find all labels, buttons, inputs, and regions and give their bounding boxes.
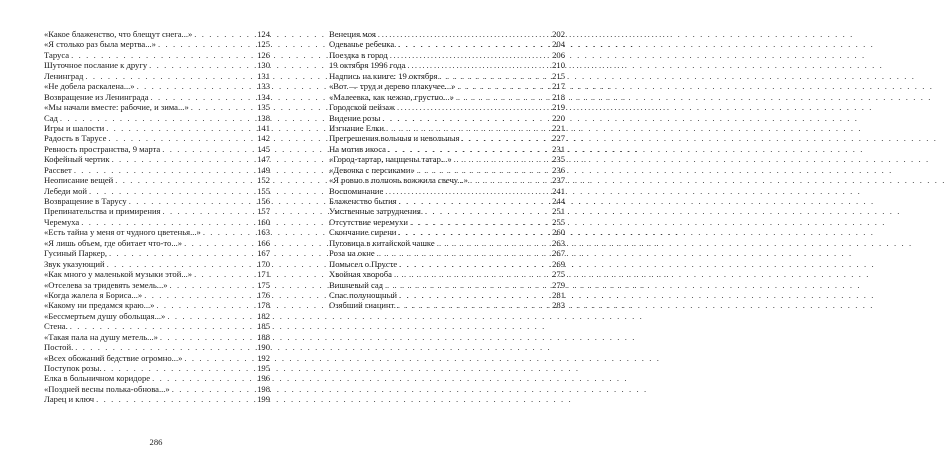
toc-entry-title: Воспоминание — [329, 185, 384, 196]
toc-entry-title: Отсутствие черемухи — [329, 216, 408, 227]
toc-entry — [329, 248, 565, 258]
dot-leader — [167, 311, 250, 321]
toc-entry-title: Городской пейзаж — [329, 102, 395, 113]
toc-entry-title: Скончание сирени — [329, 227, 397, 238]
dot-leader — [425, 206, 545, 216]
toc-entry — [44, 217, 270, 227]
dot-leader — [194, 29, 250, 39]
toc-left-page — [44, 29, 270, 405]
toc-entry — [44, 50, 270, 60]
toc-entry-title: «Есть тайна у меня от чудного цветенья...» — [44, 227, 201, 238]
dot-leader — [60, 113, 250, 123]
toc-entry — [329, 133, 565, 143]
toc-entry-page: 135 — [257, 102, 270, 113]
dot-leader — [163, 206, 250, 216]
toc-entry-title: «Бессмертьем душу обольщая...» — [44, 310, 166, 321]
dot-leader — [399, 290, 545, 300]
toc-entry-title: Гусиный Паркер, — [44, 248, 108, 259]
toc-entry-title: Кофейный чертик — [44, 154, 110, 165]
dot-leader — [115, 175, 250, 185]
toc-entry-title: Озябший гиацинт. — [329, 300, 396, 311]
toc-entry-page: 199 — [257, 394, 270, 405]
toc-entry-title: «Я столько раз была мертва...» — [44, 39, 156, 50]
toc-entry-title: Роза на окне — [329, 248, 375, 259]
dot-leader — [144, 290, 250, 300]
toc-entry-page: 227 — [552, 133, 565, 144]
toc-entry-title: Таруса — [44, 49, 70, 60]
toc-entry-title: Вишневый сад — [329, 279, 384, 290]
toc-entry-page: 163 — [257, 227, 270, 238]
toc-entry-title: Сад — [44, 112, 58, 123]
toc-entry — [44, 373, 270, 383]
dot-leader — [378, 29, 545, 39]
toc-entry — [329, 102, 565, 112]
toc-entry-page: 134 — [257, 91, 270, 102]
toc-entry-title: «Отселева за тридевять земель...» — [44, 279, 168, 290]
dot-leader — [151, 92, 250, 102]
dot-leader — [81, 217, 250, 227]
toc-entry — [44, 300, 270, 310]
dot-leader — [158, 39, 250, 49]
dot-leader — [410, 217, 545, 227]
toc-entry-title: «Я лишь объем, где обитает что-то...» — [44, 237, 183, 248]
toc-entry — [44, 60, 270, 70]
toc-entry — [44, 154, 270, 164]
dot-leader — [96, 394, 250, 404]
dot-leader — [160, 332, 250, 342]
dot-leader — [440, 71, 546, 81]
toc-entry-title: Звук указующий — [44, 258, 105, 269]
toc-entry — [329, 154, 565, 164]
dot-leader — [437, 238, 545, 248]
toc-entry-page: 241 — [552, 185, 565, 196]
toc-entry-page: 267 — [552, 248, 565, 259]
toc-entry — [44, 144, 270, 154]
dot-leader — [191, 102, 250, 112]
toc-entry-page: 167 — [257, 248, 270, 259]
dot-leader — [184, 238, 250, 248]
dot-leader — [149, 60, 250, 70]
toc-entry — [44, 269, 270, 279]
toc-entry — [44, 363, 270, 373]
toc-entry-title: 19 октября 1996 года — [329, 60, 406, 71]
dot-leader — [203, 227, 250, 237]
toc-entry-page: 219 — [552, 102, 565, 113]
toc-entry-page: 255 — [552, 216, 565, 227]
toc-entry-page: 251 — [552, 206, 565, 217]
dot-leader — [170, 280, 250, 290]
toc-entry-page: 156 — [257, 196, 270, 206]
dot-leader — [70, 321, 250, 331]
dot-leader — [74, 165, 250, 175]
toc-entry-title: Поездка в город — [329, 49, 388, 60]
toc-entry-title: Пуговица в китайской чашке — [329, 237, 435, 248]
dot-leader — [398, 227, 545, 237]
toc-entry-page: 215 — [552, 70, 565, 81]
toc-entry — [329, 206, 565, 216]
toc-entry-page: 133 — [257, 81, 270, 92]
dot-leader — [407, 60, 545, 70]
toc-entry — [329, 144, 565, 154]
dot-leader — [399, 196, 545, 206]
toc-entry-page: 210 — [552, 60, 565, 71]
dot-leader — [454, 154, 545, 164]
toc-entry-title: «Мы начали вместе: рабочие, и зима...» — [44, 102, 189, 113]
toc-entry — [329, 238, 565, 248]
toc-entry-page: 275 — [552, 269, 565, 280]
toc-entry-page: 244 — [552, 196, 565, 206]
toc-entry-title: Одеванье ребенка. — [329, 39, 397, 50]
toc-entry-page: 166 — [257, 237, 270, 248]
toc-entry-page: 138 — [257, 112, 270, 123]
dot-leader — [129, 196, 250, 206]
toc-entry-page: 237 — [552, 175, 565, 186]
toc-entry — [44, 227, 270, 237]
toc-entry-page: 220 — [552, 112, 565, 123]
toc-entry-title: Неописание вещей — [44, 175, 114, 186]
dot-leader — [109, 248, 250, 258]
dot-leader — [194, 269, 250, 279]
toc-entry-page: 126 — [257, 49, 270, 60]
toc-entry-page: 196 — [257, 373, 270, 384]
toc-entry-page: 192 — [257, 352, 270, 363]
toc-entry-page: 281 — [552, 289, 565, 300]
dot-leader — [461, 133, 545, 143]
dot-leader — [417, 165, 545, 175]
dot-leader — [386, 123, 545, 133]
toc-entry — [329, 175, 565, 185]
toc-entry-title: Препинательства и примирения — [44, 206, 161, 217]
toc-entry-page: 178 — [257, 300, 270, 311]
toc-entry-page: 142 — [257, 133, 270, 144]
toc-entry-page: 176 — [257, 289, 270, 300]
dot-leader — [397, 102, 545, 112]
toc-entry — [329, 165, 565, 175]
toc-entry-page: 190 — [257, 342, 270, 353]
toc-entry-page: 155 — [257, 185, 270, 196]
toc-entry-page: 198 — [257, 383, 270, 394]
toc-entry — [44, 394, 270, 404]
dot-leader — [398, 300, 545, 310]
toc-entry — [44, 71, 270, 81]
toc-entry — [329, 39, 565, 49]
toc-entry-title: «Не добела раскалена...» — [44, 81, 135, 92]
toc-entry-title: Возвращение в Тарусу — [44, 196, 127, 206]
toc-entry-title: Венеция моя — [329, 29, 376, 39]
toc-entry-title: Возвращение из Ленинграда — [44, 91, 149, 102]
toc-entry — [44, 321, 270, 331]
toc-entry — [329, 300, 565, 310]
toc-entry-title: «Вот — труд и дерево плакучее...» — [329, 81, 456, 92]
toc-entry — [44, 81, 270, 91]
toc-entry-page: 141 — [257, 122, 270, 133]
toc-entry-title: На мотив икоса — [329, 143, 386, 154]
toc-entry — [329, 123, 565, 133]
toc-entry-page: 152 — [257, 175, 270, 186]
toc-entry-page: 260 — [552, 227, 565, 238]
dot-leader — [456, 92, 545, 102]
toc-entry — [329, 280, 565, 290]
toc-entry — [329, 217, 565, 227]
toc-entry-page: 235 — [552, 154, 565, 165]
toc-entry-title: «Город-тартар, нацщены татар...» — [329, 154, 452, 165]
toc-entry-title: «Когда жалела я Бориса...» — [44, 289, 143, 300]
toc-entry — [329, 186, 565, 196]
toc-entry — [44, 113, 270, 123]
toc-entry-title: Игры и шалости — [44, 122, 105, 133]
toc-entry-page: 125 — [257, 39, 270, 50]
toc-entry — [44, 175, 270, 185]
toc-entry — [44, 280, 270, 290]
toc-entry — [329, 29, 565, 39]
toc-entry-page: 195 — [257, 363, 270, 373]
dot-leader — [112, 154, 250, 164]
dot-leader — [394, 269, 545, 279]
toc-entry-page: 206 — [552, 49, 565, 60]
toc-entry — [44, 290, 270, 300]
toc-entry — [329, 81, 565, 91]
toc-entry — [44, 206, 270, 216]
dot-leader — [390, 50, 545, 60]
toc-entry-page: 202 — [552, 29, 565, 39]
toc-entry-title: Ревность пространства, 9 марта — [44, 143, 161, 154]
dot-leader — [85, 71, 250, 81]
toc-entry — [44, 39, 270, 49]
toc-entry — [44, 259, 270, 269]
toc-entry-title: Постой. — [44, 342, 74, 353]
toc-entry-page: 131 — [257, 70, 270, 81]
toc-entry-page: 171 — [257, 269, 270, 280]
toc-entry-title: Черемуха — [44, 216, 80, 227]
toc-entry-page: 263 — [552, 237, 565, 248]
toc-entry-title: Блаженство бытия — [329, 196, 397, 206]
dot-leader — [75, 342, 250, 352]
dot-leader — [152, 373, 250, 383]
dot-leader — [137, 81, 250, 91]
toc-entry — [329, 71, 565, 81]
page-number: 286 — [149, 437, 163, 447]
toc-entry-title: Спас полунощный — [329, 289, 397, 300]
dot-leader — [385, 186, 545, 196]
toc-entry-page: 221 — [552, 122, 565, 133]
toc-entry-page: 236 — [552, 164, 565, 175]
toc-entry-page: 145 — [257, 143, 270, 154]
toc-entry-page: 175 — [257, 279, 270, 290]
toc-entry-title: Помысел о Прусте — [329, 258, 398, 269]
toc-entry — [44, 92, 270, 102]
toc-entry-title: Видение розы — [329, 112, 381, 123]
dot-leader — [156, 300, 250, 310]
toc-entry-page: 217 — [552, 81, 565, 92]
toc-entry-page: 188 — [257, 331, 270, 342]
toc-entry-title: Изгнание Елки — [329, 122, 385, 133]
dot-leader — [457, 81, 545, 91]
toc-entry-title: Прегрешения вольныя и невольныя — [329, 133, 460, 144]
toc-entry-page: 130 — [257, 60, 270, 71]
toc-entry — [44, 238, 270, 248]
toc-entry-title: Стена. — [44, 321, 68, 332]
toc-entry-title: Елка в больничном коридоре — [44, 373, 151, 384]
dot-leader — [108, 133, 250, 143]
dot-leader — [382, 113, 545, 123]
toc-entry-title: Умственные затруднения. — [329, 206, 423, 217]
dot-leader — [377, 248, 545, 258]
toc-entry — [44, 248, 270, 258]
dot-leader — [71, 50, 250, 60]
dot-leader — [106, 123, 250, 133]
toc-entry-title: Ларец и ключ — [44, 394, 95, 405]
toc-entry-title: «Поздней весны полька-обнова...» — [44, 383, 170, 394]
toc-entry — [44, 102, 270, 112]
toc-entry-title: «Как много у маленькой музыки этой...» — [44, 269, 193, 280]
toc-entry-title: Рассвет — [44, 164, 72, 175]
toc-entry-title: «Такая пала на душу метель...» — [44, 331, 158, 342]
toc-entry-page: 231 — [552, 143, 565, 154]
toc-entry — [329, 196, 565, 206]
toc-entry-title: «Всех обожаний бедствие огромно...» — [44, 352, 183, 363]
dot-leader — [107, 259, 250, 269]
toc-entry-title: Надпись на книге: 19 октября — [329, 70, 438, 81]
dot-leader — [388, 144, 545, 154]
toc-entry-title: Поступок розы. — [44, 363, 102, 373]
toc-entry-page: 269 — [552, 258, 565, 269]
toc-entry-title: «Какое блаженство, что блещут снега...» — [44, 29, 193, 39]
toc-entry-title: «Какому ни предамся краю...» — [44, 300, 155, 311]
toc-entry-title: Хвойная хвороба — [329, 269, 392, 280]
toc-entry-title: Шуточное послание к другу — [44, 60, 148, 71]
toc-entry-title: Лебеди мой — [44, 185, 87, 196]
toc-entry — [44, 186, 270, 196]
dot-leader — [89, 186, 250, 196]
toc-entry — [44, 311, 270, 321]
toc-right-page — [329, 29, 565, 311]
toc-entry-page: 124 — [257, 29, 270, 39]
toc-entry-page: 279 — [552, 279, 565, 290]
toc-entry-title: Радость в Тарусе — [44, 133, 107, 144]
toc-entry-page: 218 — [552, 91, 565, 102]
toc-entry-page: 185 — [257, 321, 270, 332]
toc-entry — [329, 50, 565, 60]
toc-entry — [329, 290, 565, 300]
toc-entry — [44, 353, 270, 363]
toc-entry — [44, 384, 270, 394]
dot-leader — [470, 175, 545, 185]
toc-entry — [44, 165, 270, 175]
dot-leader — [172, 384, 250, 394]
toc-entry-title: «Девочка с персиками» — [329, 164, 415, 175]
toc-entry-title: «Я ровно в полночь вожжила свечу...» — [329, 175, 468, 186]
toc-entry-page: 147 — [257, 154, 270, 165]
toc-entry-page: 170 — [257, 258, 270, 269]
toc-entry — [44, 123, 270, 133]
toc-entry — [44, 133, 270, 143]
dot-leader — [162, 144, 250, 154]
toc-entry — [44, 342, 270, 352]
dot-leader — [184, 353, 250, 363]
toc-entry — [44, 29, 270, 39]
toc-entry — [44, 332, 270, 342]
toc-entry — [44, 196, 270, 206]
toc-entry-page: 204 — [552, 39, 565, 50]
toc-entry-title: «Малеевка, как нежно, грустно...» — [329, 91, 454, 102]
toc-entry-page: 283 — [552, 300, 565, 311]
dot-leader — [399, 259, 545, 269]
toc-entry — [329, 259, 565, 269]
toc-entry — [329, 113, 565, 123]
toc-entry — [329, 227, 565, 237]
toc-entry-page: 149 — [257, 164, 270, 175]
dot-leader — [104, 363, 250, 373]
toc-entry — [329, 60, 565, 70]
toc-entry — [329, 269, 565, 279]
toc-entry — [329, 92, 565, 102]
dot-leader — [398, 39, 545, 49]
toc-entry-page: 157 — [257, 206, 270, 217]
toc-entry-page: 182 — [257, 310, 270, 321]
dot-leader — [385, 280, 545, 290]
toc-entry-title: Ленинград — [44, 70, 84, 81]
toc-entry-page: 160 — [257, 216, 270, 227]
